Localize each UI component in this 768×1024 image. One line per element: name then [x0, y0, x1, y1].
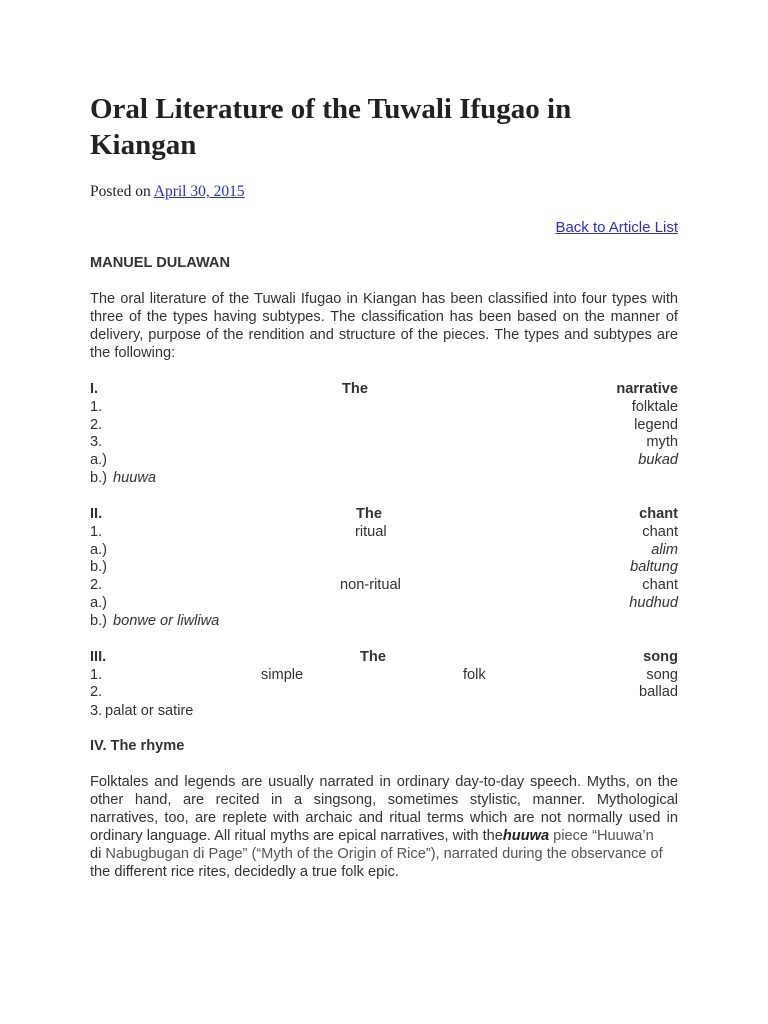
- posted-date-link[interactable]: April 30, 2015: [153, 183, 245, 200]
- item-number: a.): [90, 452, 108, 468]
- paragraph-line: [90, 827, 678, 845]
- list-item: [90, 541, 678, 559]
- emphasis-huuwa: huuwa: [502, 828, 550, 844]
- list-item: [90, 398, 678, 416]
- list-item: [90, 683, 678, 701]
- item-qualifier: non-ritual: [340, 577, 401, 593]
- item-label: baltung: [630, 559, 678, 575]
- item-qualifier: folk: [463, 667, 486, 683]
- item-label: chant: [642, 577, 678, 593]
- back-to-article-list-link[interactable]: Back to Article List: [555, 219, 678, 236]
- item-label: bukad: [638, 452, 678, 468]
- list-item: [90, 469, 678, 487]
- item-number: 2.: [90, 577, 103, 593]
- item-number: b.): [90, 559, 108, 575]
- section-the: The: [342, 381, 368, 397]
- paragraph-line: other hand, are recited in a singsong, sometimes stylistic, manner. Mythological: [90, 792, 678, 808]
- section-title: IV. The rhyme: [90, 738, 185, 754]
- item-number: b.): [90, 470, 108, 486]
- section-heading-chant: [90, 505, 678, 523]
- item-number: 1.: [90, 667, 103, 683]
- body-paragraph: [90, 773, 678, 881]
- item-number: 2.: [90, 417, 103, 433]
- section-heading-song: [90, 648, 678, 666]
- item-label: hudhud: [629, 595, 678, 611]
- item-qualifier: ritual: [355, 524, 387, 540]
- item-label: chant: [642, 524, 678, 540]
- paragraph-text: ordinary language. All ritual myths are epical narratives, with the: [90, 828, 503, 844]
- list-item: [90, 433, 678, 451]
- list-item: [90, 594, 678, 612]
- item-label: legend: [634, 417, 678, 433]
- paragraph-text: di: [90, 846, 102, 862]
- paragraph-text: Nabugbugan di Page” (“Myth of the Origin of Rice”), narrated during the observance of: [101, 846, 663, 862]
- item-number: b.): [90, 613, 108, 629]
- section-title: narrative: [616, 381, 678, 397]
- list-item: [90, 416, 678, 434]
- list-item: [90, 451, 678, 469]
- item-label: bonwe or liwliwa: [113, 613, 220, 629]
- author-name: MANUEL DULAWAN: [90, 255, 230, 271]
- section-the: The: [356, 506, 382, 522]
- posted-date-line: [90, 182, 245, 202]
- section-title: chant: [639, 506, 678, 522]
- item-label: myth: [646, 434, 678, 450]
- list-item: [90, 576, 678, 594]
- section-title: song: [643, 649, 678, 665]
- item-number: 3.: [90, 434, 103, 450]
- section-the: The: [360, 649, 386, 665]
- section-number: II.: [90, 506, 103, 522]
- list-item: [90, 612, 678, 630]
- paragraph-line: [90, 845, 678, 863]
- item-label: folktale: [631, 399, 678, 415]
- item-number: a.): [90, 542, 108, 558]
- item-label: palat or satire: [105, 703, 194, 719]
- item-label: huuwa: [113, 470, 157, 486]
- section-number: III.: [90, 649, 107, 665]
- list-item: [90, 702, 678, 720]
- paragraph-line: narratives, too, are replete with archaic and ritual terms which are not normally used in: [90, 810, 678, 826]
- section-heading-rhyme: [90, 737, 678, 755]
- item-number: 3.: [90, 703, 103, 719]
- list-item: [90, 558, 678, 576]
- intro-paragraph: The oral literature of the Tuwali Ifugao in Kiangan has been classified into four types with three of the types having subtypes. The classification has been based on the manner of delivery, purpose of the rendition and structure of the pieces. The types and subtypes are the following:: [90, 291, 678, 361]
- item-number: 2.: [90, 684, 103, 700]
- page-title: Oral Literature of the Tuwali Ifugao in Kiangan: [90, 93, 572, 161]
- section-heading-narrative: [90, 380, 678, 398]
- item-number: a.): [90, 595, 108, 611]
- item-label: alim: [651, 542, 678, 558]
- item-label: ballad: [639, 684, 678, 700]
- item-number: 1.: [90, 399, 103, 415]
- list-item: [90, 666, 678, 684]
- paragraph-line: the different rice rites, decidedly a true folk epic.: [90, 864, 399, 880]
- paragraph-text: piece “Huuwa’n: [549, 828, 654, 844]
- section-number: I.: [90, 381, 99, 397]
- list-item: [90, 523, 678, 541]
- item-qualifier: simple: [261, 667, 304, 683]
- item-number: 1.: [90, 524, 103, 540]
- posted-prefix: Posted on: [90, 183, 151, 200]
- item-label: song: [646, 667, 678, 683]
- paragraph-line: Folktales and legends are usually narrated in ordinary day-to-day speech. Myths, on the: [90, 774, 678, 790]
